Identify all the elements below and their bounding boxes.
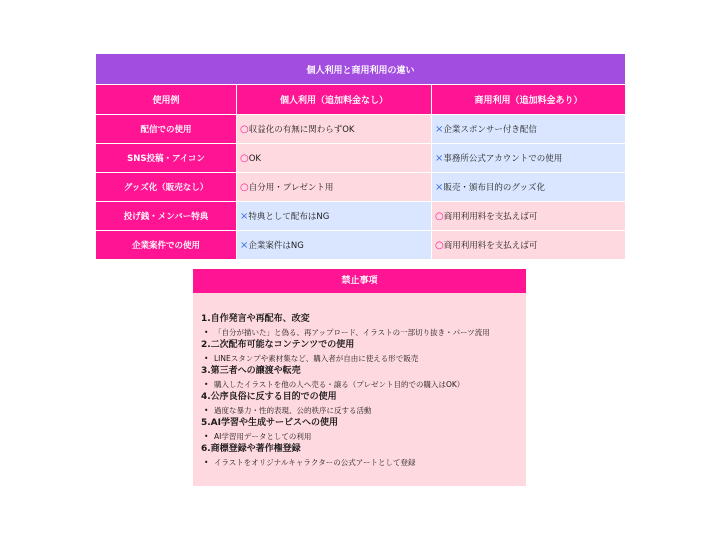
bullet-text: 購入したイラストを他の人へ売る・譲る（プレゼント目的での購入はOK）: [214, 380, 465, 389]
prohibited-section-title: 2.二次配布可能なコンテンツでの使用: [201, 340, 355, 350]
bullet-text: LINEスタンプや素材集など、購入者が自由に使える形で販売: [214, 354, 419, 363]
circle-mark-icon: ○: [435, 240, 444, 251]
prohibited-title: 禁止事項: [193, 269, 526, 293]
bullet-text: 「自分が描いた」と偽る、再アップロード、イラストの一部切り抜き・パーツ流用: [214, 328, 490, 337]
list-item: [201, 326, 526, 339]
row-label: 企業案件での使用: [96, 231, 237, 260]
commercial-cell: [432, 202, 626, 231]
bullet-icon: •: [204, 458, 209, 467]
table-row: [96, 202, 626, 231]
cross-mark-icon: ×: [435, 124, 444, 135]
personal-text: 自分用・プレゼント用: [248, 183, 334, 193]
commercial-cell: [432, 173, 626, 202]
circle-mark-icon: ○: [435, 211, 444, 222]
prohibited-section-title: 1.自作発言や再配布、改変: [201, 314, 310, 324]
table-row: [96, 144, 626, 173]
personal-text: 特典として配布はNG: [248, 212, 330, 222]
personal-cell: [237, 202, 432, 231]
personal-cell: [237, 144, 432, 173]
list-item: [201, 404, 526, 417]
prohibited-items-panel: [193, 269, 526, 486]
commercial-cell: [432, 231, 626, 260]
personal-cell: [237, 115, 432, 144]
commercial-text: 事務所公式アカウントでの使用: [443, 154, 563, 164]
prohibited-list: [193, 293, 526, 469]
comparison-title: 個人利用と商用利用の違い: [96, 54, 626, 85]
commercial-text: 販売・頒布目的のグッズ化: [443, 183, 545, 193]
bullet-icon: •: [204, 432, 209, 441]
row-label: グッズ化（販売なし）: [96, 173, 237, 202]
commercial-cell: [432, 144, 626, 173]
personal-text: OK: [248, 153, 261, 164]
cross-mark-icon: ×: [435, 153, 444, 164]
list-item: [201, 456, 526, 469]
row-label: SNS投稿・アイコン: [96, 144, 237, 173]
cross-mark-icon: ×: [240, 211, 249, 222]
list-item: [201, 378, 526, 391]
list-item: [201, 430, 526, 443]
circle-mark-icon: ○: [240, 124, 249, 135]
bullet-icon: •: [204, 380, 209, 389]
bullet-icon: •: [204, 354, 209, 363]
prohibited-section-title: 6.商標登録や著作権登録: [201, 444, 301, 454]
row-label: 投げ銭・メンバー特典: [96, 202, 237, 231]
prohibited-section-title: 4.公序良俗に反する目的での使用: [201, 392, 337, 402]
circle-mark-icon: ○: [240, 152, 249, 164]
list-item: [201, 352, 526, 365]
commercial-text: 商用利用料を支払えば可: [443, 241, 538, 251]
commercial-cell: [432, 115, 626, 144]
personal-cell: [237, 231, 432, 260]
usage-comparison-table: [95, 53, 626, 260]
prohibited-section-title: 5.AI学習や生成サービスへの使用: [201, 418, 338, 428]
commercial-text: 商用利用料を支払えば可: [443, 212, 538, 222]
header-usage-example: 使用例: [96, 85, 237, 115]
header-personal-use: 個人利用（追加料金なし）: [237, 85, 432, 115]
personal-text: 収益化の有無に関わらずOK: [248, 125, 355, 135]
row-label: 配信での使用: [96, 115, 237, 144]
bullet-icon: •: [204, 406, 209, 415]
table-row: [96, 115, 626, 144]
table-row: [96, 173, 626, 202]
prohibited-section-title: 3.第三者への譲渡や転売: [201, 366, 301, 376]
bullet-icon: •: [204, 328, 209, 337]
bullet-text: AI学習用データとしての利用: [214, 432, 312, 441]
bullet-text: イラストをオリジナルキャラクターの公式アートとして登録: [214, 458, 416, 467]
commercial-text: 企業スポンサー付き配信: [443, 125, 537, 135]
circle-mark-icon: ○: [240, 182, 249, 193]
header-commercial-use: 商用利用（追加料金あり）: [432, 85, 626, 115]
table-row: [96, 231, 626, 260]
cross-mark-icon: ×: [435, 182, 444, 193]
bullet-text: 過度な暴力・性的表現、公的秩序に反する活動: [214, 406, 372, 415]
personal-text: 企業案件はNG: [248, 241, 304, 251]
personal-cell: [237, 173, 432, 202]
cross-mark-icon: ×: [240, 240, 249, 251]
